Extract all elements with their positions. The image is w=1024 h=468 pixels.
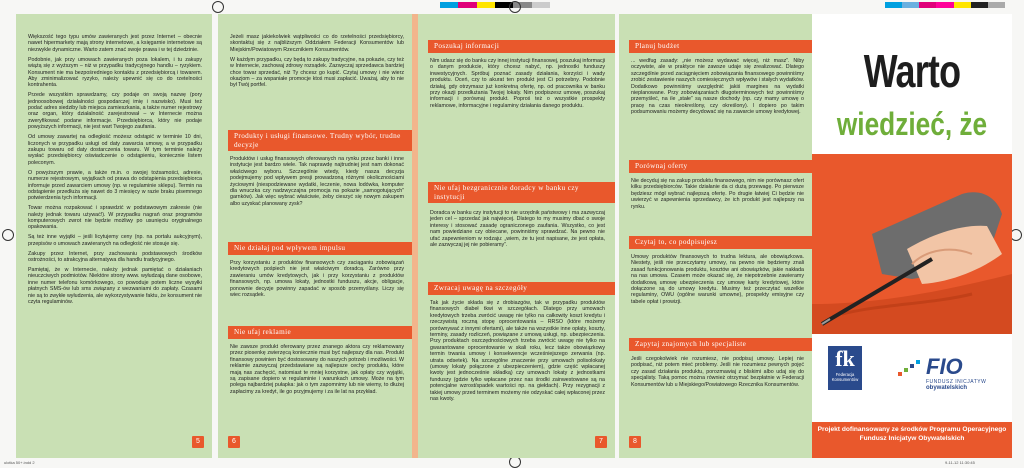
paragraph: Są też inne wyjątki – jeśli licytujemy ceny (np. na portalu aukcyjnym), przepisów o umowach zawieranych na odległość nie stosuje się. xyxy=(28,234,202,247)
fio-wordmark: FIO xyxy=(926,354,963,379)
paragraph: O powyższym prawie, a także m.in. o swojej tożsamości, adresie, numerze rejestrowym, wyjątkach od prawa do odstąpienia przedsiębiorca informuje przed zawarciem umowy (np. w regulaminie sklepu). Termin na odstąpienie przedłuża się nawet do 3 miesięcy w razie braku pisemnego potwierdzenia tych informacji. xyxy=(28,169,202,202)
paragraph: Zakupy przez Internet, przy zachowaniu podstawowych środków ostrożności, to atrakcyjna alternatywa dla handlu tradycyjnego. xyxy=(28,250,202,264)
panel-page-8 xyxy=(619,14,814,458)
paragraph: Większość tego typu umów zawieranych jest przez Internet – obecnie nawet hipermarkety mają strony internetowe, a księgarnie internetowe są niezwykle dynamiczne. Warto zatem znać swoje prawa i w tej dziedzinie. xyxy=(28,34,202,53)
cover-panel xyxy=(812,14,1012,458)
paragraph: Nie decyduj się na zakup produktu finansowego, nim nie porównasz ofert kilku przedsiębiorców. Takie działanie da ci dużą przewagę. Po pierwsze będziesz mógł wybrać najlepszą ofertę. Po drugie łatwiej Ci będzie nie uwierzyć w zapewnienia sprzedawcy, że ich produkt jest najlepszy na rynku. xyxy=(631,178,804,210)
paragraph: Doradca w banku czy instytucji to nie urzędnik państwowy i ma zazwyczaj jeden cel – sprzedać jak najwięcej. Dlatego to my musimy dbać o swoje interesy i stosować zasadę ograniczonego zaufania. Wszystko, co jest nam powiedziane czy obiecane, powinniśmy sprawdzać. Na pewno nie ufać zapewnieniom w rodzaju: „wiem, że tu jest napisane, że jest opłata, ale zazwyczaj jej nie pobieramy”. xyxy=(430,210,605,249)
fk-logo xyxy=(828,346,862,390)
hand-pen-illustration xyxy=(812,154,1012,334)
panel-8-text-h1 xyxy=(619,58,814,119)
registration-mark xyxy=(212,1,224,13)
fio-subtitle-1: FUNDUSZ INICJATYW xyxy=(926,379,987,385)
panel-8-text-h4 xyxy=(619,356,814,392)
panel-page-7 xyxy=(418,14,615,458)
paragraph: Jeżeli masz jakiekolwiek wątpliwości co do rzetelności przedsiębiorcy, skontaktuj się z najbliższym Oddziałem Federacji Konsumentów lub Miejskim/Powiatowym Rzecznikiem Konsumentów. xyxy=(230,34,404,53)
registration-mark xyxy=(509,1,521,13)
panel-6-text-h2 xyxy=(218,260,414,302)
page-number: 7 xyxy=(595,436,607,448)
section-heading: Nie działaj pod wpływem impulsu xyxy=(228,242,414,255)
paragraph: Umowy produktów finansowych to trudna lektura, ale obowiązkowa. Niestety, jeśli nie przeczytamy umowy, na pewno nie będziemy znali zasad funkcjonowania produktu, kosztów ani obowiązków, jakie nakłada na nas umowa. Czasem może okazać się, że niepotrzebnie zawieramy dodatkową umowę ubezpieczenia czy umowę karty kredytowej, które dołączone są do umowy kredytu. Musimy też przeczytać wszelkie regulaminy, OWU (ogólne warunki umowne), prospekty emisyjne czy tabele opłat i prowizji. xyxy=(631,254,804,305)
panel-6-text-h3 xyxy=(218,344,414,399)
paragraph: Jeśli czegokolwiek nie rozumiesz, nie podpisuj umowy. Lepiej nie podpisać, niż potem mieć problemy. Jeśli nie rozumiesz pewnych pojęć czy zasad działania produktu, porozmawiaj z bliskimi albo udaj się do specjalisty. Taką pomoc można również otrzymać bezpłatnie w Federacji Konsumentów lub u Miejskiego/Powiatowego Rzecznika Konsumentów. xyxy=(631,356,804,388)
paragraph: Przede wszystkim sprawdzamy, czy podaje on swoją nazwę (pory jednoosobowej działalności gospodarczej imię i nazwisko). Musi też podać adres siedziby lub miejsca zamieszkania, a także numer rejestrowy oraz organ, który działalność zarejestrował – w Internecie można zweryfikować podane informacje. Przedsiębiorca, który nie podaje powyższych informacji, nie jest wart Twojego zaufania. xyxy=(28,92,202,131)
color-bars-right xyxy=(885,2,1005,8)
panel-5-text xyxy=(16,34,212,309)
paragraph: Produktów i usług finansowych oferowanych na rynku przez banki i inne instytucje jest bardzo wiele. Tak naprawdę najtrudniej jest nam dokonać właściwego wyboru. Szczególnie wtedy, kiedy nasza decyzja podejmujemy pod wpływem presji prowadzoną różnymi okolicznościami życiowymi (niespodziewane wydatki, leczenie, nowa lodówka, komputer dla wnuczka czy nadzwyczajna promocja na pokazie „samogotujących” garnków). Jak więc wybrać właściwie, żeby cieszyć się nowym zakupem albo uzyskać planowany zysk? xyxy=(230,156,404,207)
paragraph: Tak jak życie składa się z drobiazgów, tak w przypadku produktów finansowych diabeł tkwi w szczegółach. Dlatego przy umowach kredytowych trzeba zwrócić uwagę nie tylko na całkowity koszt kredytu i rzeczywistą roczną stopę oprocentowania – RRSO (które możemy porównywać z innymi ofertami), ale także na wszystkie inne opłaty, koszty, terminy, zasady rozliczeń, powiązane z umową usługi, np. ubezpieczenia. Przy produktach oszczędnościowych trzeba zwrócić uwagę nie tylko na gwarantowane oprocentowanie w skali roku, lecz także obowiązkowy termin trwania umowy i konsekwencje wcześniejszego zerwania (np. utrata odsetek). Na szczególne znaczenie przy umowach polisolokaty (umowy lokaty połączone z ubezpieczeniem), gdzie część wpłacanej kwoty jest jednocześnie składką) czy umowach lokaty z jednostkami funduszy (gdzie tylko wpłacane przez nas środki zainwestowane są na potencjalne wzrost/spadek wartości np. na giełdach). Przy rezygnacji z takiej umowy przed terminem możemy nie odzyskać całej wpłaconej przez nas kwoty. xyxy=(430,300,605,403)
section-heading: Zapytaj znajomych lub specjaliste xyxy=(629,338,814,351)
paragraph: Nie zawsze produkt oferowany przez znanego aktora czy reklamowany przez piosenkę zwierzęcą koniecznie musi być najlepszy dla nas. Produkt finansowy powinien być dostosowany do naszych potrzeb i możliwości. W reklamie zazwyczaj przedstawiane są najlepsze cechy produktu, które mają nas zachęcić, natomiast te mniej korzystne, jak opłaty czy wyjątki, są zapisane dopiero w regulaminie i warunkach umowy. Może na tym polega najbardziej pułapka: jak o tym zapomnimy lub nie wiemy, to dłużej zapłacimy za kredyt, ile go przyjmujemy i za ile lat na przykład. xyxy=(230,344,404,395)
fk-logo-name: Federacja Konsumentów xyxy=(831,372,859,382)
panel-6-text-top xyxy=(218,34,414,92)
section-heading: Zwracaj uwagę na szczegóły xyxy=(428,282,615,295)
page-number: 6 xyxy=(228,436,240,448)
page-number: 8 xyxy=(629,436,641,448)
fio-logo xyxy=(896,354,1006,394)
fk-logo-mark: fk xyxy=(835,346,855,371)
page-number: 5 xyxy=(192,436,204,448)
paragraph: Nim udasz się do banku czy innej instytucji finansowej, poszukaj informacji o danym produkcie, który chcesz nabyć, np. jednostki funduszy inwestycyjnych. Spróbuj poznać zasady działania, korzyści i wady produktu. Oceń, czy to akurat ten produkt jest Ci potrzebny. Podobnie działaj, gdy otrzymasz już konkretną ofertę, np. od pracownika w banku przy okazji przedłużania Twojej lokaty. Nim podpiszesz umowę, poszukaj informacji i porównaj produkt. Poproś też o wszystkie prospekty reklamowe, informacyjne i regulaminy działania danego produktu. xyxy=(430,58,605,109)
paragraph: W każdym przypadku, czy będą to zakupy tradycyjne, na pokazie, czy też w Internecie, zachowaj zdrowy rozsądek. Zazwyczaj sprzedawca bardziej chce towar sprzedać, niż Ty chcesz go kupić. Czytaj umowy i nie wierz okazjom – za wspaniałe promocje ktoś musi zapłacić. Uważaj, aby to nie był Twój portfel. xyxy=(230,56,404,89)
section-heading: Poszukaj informacji xyxy=(428,40,615,53)
print-slug-right: 9-11-12 11:30:45 xyxy=(945,460,975,465)
section-heading: Czytaj to, co podpisujesz xyxy=(629,236,814,249)
paragraph: ... wedfug zasady: „nie możesz wydawać więcej, niż masz”. Niby oczywiste, ale w praktyce nie zawsze udaje się zrealizować. Dlatego szczególnie przed zaciągnięciem zobowiązania finansowego powinniśmy zrobić zestawienie naszych comiesięcznych wpływów i stałych wydatków. Dodatkowo powinniśmy uwzględnić jakiś margines na wydatki nieplanowane. Przy zobowiązaniach długoterminowych też powinniśmy przemyśleć, na ile „stałe” są nasze dochody (np. czy mamy umowę o pracę na czas nieokreślony, czy określony). I dopiero po takim podsumowaniu możemy decydować się na zawarcie umowy kredytowej. xyxy=(631,58,804,116)
fio-subtitle-2: obywatelskich xyxy=(926,385,968,391)
panel-page-6 xyxy=(218,14,414,458)
section-heading: Porównaj oferty xyxy=(629,160,814,173)
print-slug-left: ulotka 50+.indd 2 xyxy=(4,460,35,465)
panel-7-text-h2 xyxy=(418,210,615,252)
cover-illustration xyxy=(812,154,1012,334)
panel-6-text-mid xyxy=(218,156,414,211)
section-heading: Produkty i usługi finansowe. Trudny wybór, trudne decyzje xyxy=(228,130,414,151)
panel-page-5 xyxy=(16,14,212,458)
section-heading: Planuj budżet xyxy=(629,40,814,53)
cover-title: Warto xyxy=(863,45,961,97)
paragraph: Pamiętaj, że w Internecie, należy jednak pamiętać o działaniach nieuczciwych podmiotów. Niektóre strony www. wyłudzają dane osobowe, inne numer telefonu komórkowego, co powoduje potem liczne wysyłki płatnych SMS-ów lub sms związany z wezwaniami do zapłaty. Czasami nie są to zwykłe wyłudzenia, ale wykorzystywanie faktu, że konsument nie czyta regulaminów. xyxy=(28,267,202,306)
panel-8-text-h2 xyxy=(619,178,814,214)
paragraph: Towar można rozpakować i sprawdzić w podstawowym zakresie (nie należy jednak towaru używać!). W przypadku nagrań oraz programów komputerowych zwrot nie będzie możliwy po usunięciu oryginalnego opakowania. xyxy=(28,205,202,231)
paragraph: Podobnie, jak przy umowach zawieranych poza lokalem, i tu zakupy wiążą się z wyższym – niż w przypadku tradycyjnego handlu – ryzykiem. Konsument nie ma bezpośredniego kontaktu z przedsiębiorcą i towarem. Aby zminimalizować ryzyko, należy upewnić się co do rzetelności kontrahenta. xyxy=(28,56,202,89)
paragraph: Przy korzystaniu z produktów finansowych czy zaciąganiu zobowiązań kredytowych pośpiech nie jest właściwym doradcą. Zarówno przy zawieraniu umów kredytowych, jak i przy korzystaniu z produktów finansowych, np. umowa lokaty, jednostki funduszu, akcje, obligacje, ponownie decyzje powinny zapadać w sposób przemyślany. Liczy się wiec rozsądek. xyxy=(230,260,404,299)
paragraph: Od umowy zawartej na odległość możesz odstąpić w terminie 10 dni, liczonych w przypadku usługi od daty zawarcia umowy, a w przypadku zakupu towaru od daty dostarczenia towaru. W tym terminie należy wysłać przedsiębiorcy oświadczenie o odstąpieniu, koniecznie listem poleconym. xyxy=(28,134,202,166)
cover-footer: Projekt dofinansowany ze środków Programu Operacyjnego Fundusz Inicjatyw Obywatelskich xyxy=(812,422,1012,458)
registration-mark xyxy=(2,229,14,241)
section-heading: Nie ufaj bezgranicznie doradcy w banku czy instytucji xyxy=(428,182,615,203)
section-heading: Nie ufaj reklamie xyxy=(228,326,414,339)
panel-7-text-h1 xyxy=(418,58,615,113)
fio-dots xyxy=(898,360,920,380)
panel-7-text-h3 xyxy=(418,300,615,406)
color-bars xyxy=(440,2,550,8)
cover-subtitle: wiedzieć, że xyxy=(836,106,988,142)
panel-8-text-h3 xyxy=(619,254,814,309)
